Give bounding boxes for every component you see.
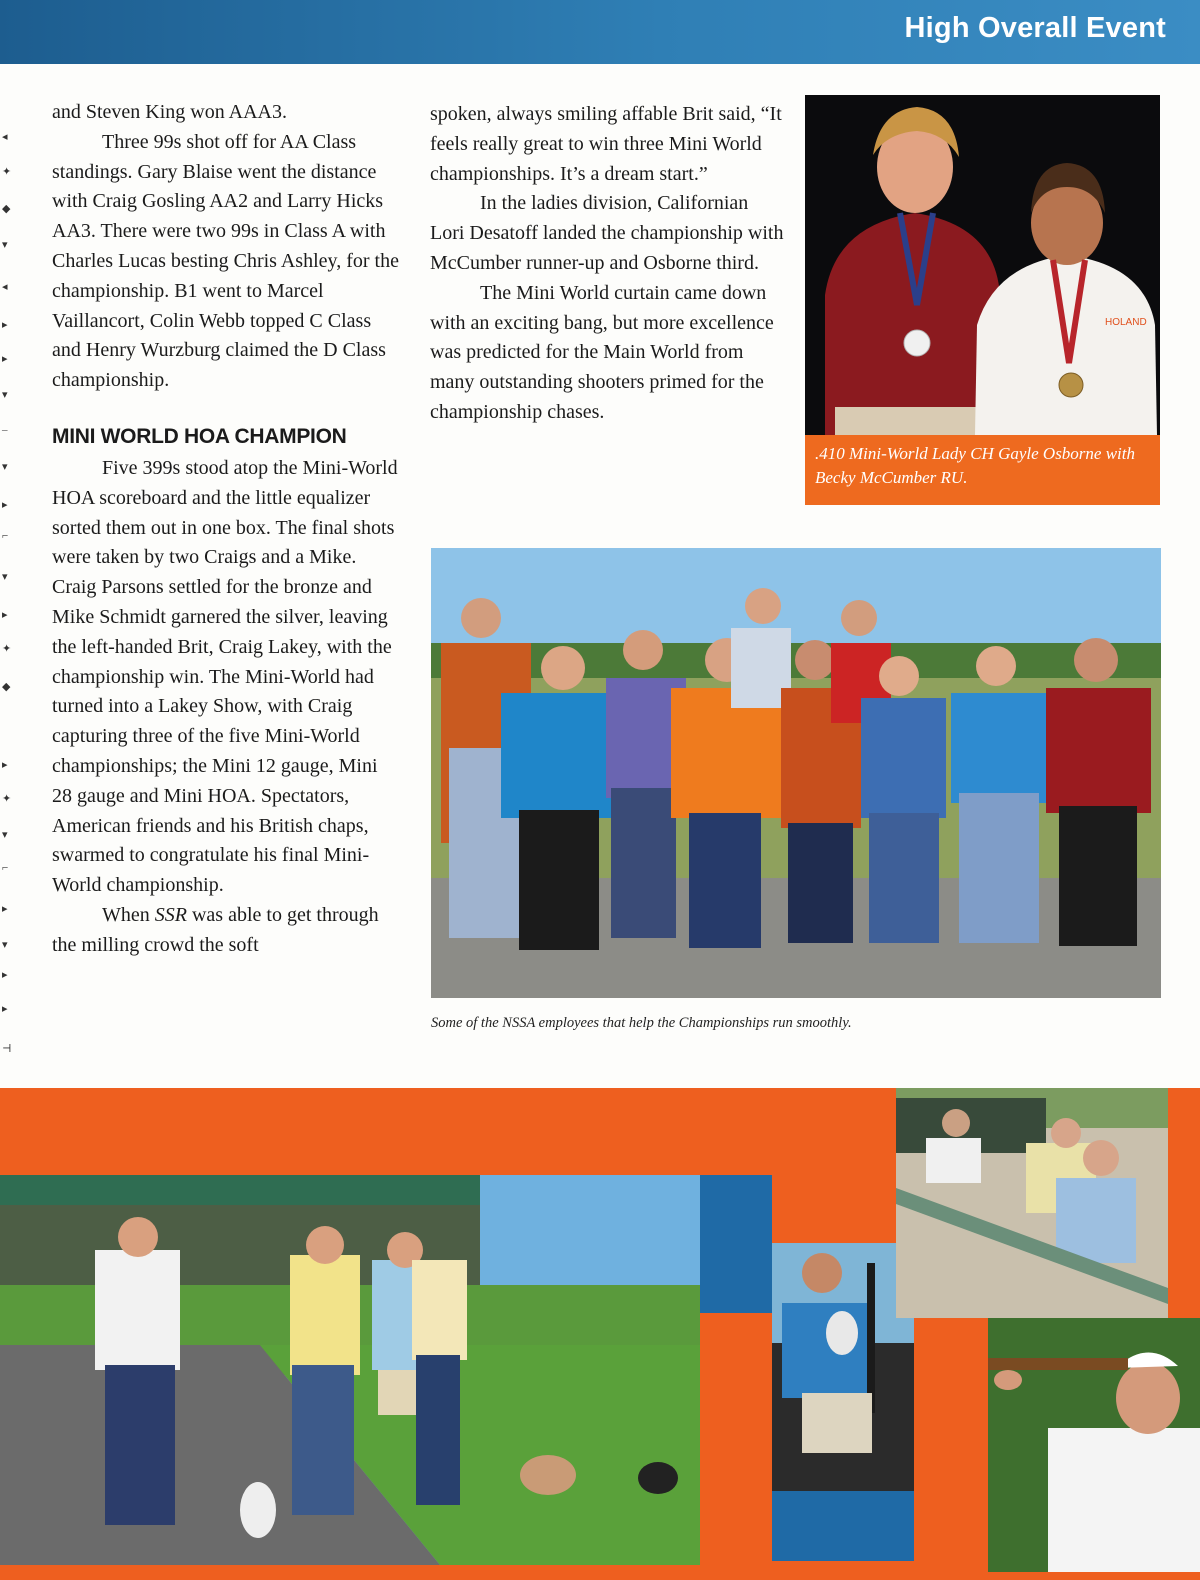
margin-marks: ◂ ✦ ◆ ▾ ◂ ▸ ▸ ▾ – ▾ ▸ ⌐ ▾ ▸ ✦ ◆ ▸ ✦ ▾ ⌐ ▸ ▾ ▸ ▸ ⊣ [2, 131, 12, 1055]
employees-caption: Some of the NSSA employees that help the Championships run smoothly. [431, 1015, 852, 1031]
paragraph: spoken, always smiling affable Brit said, “It feels really great to win three Mini World championships. It’s a dream start.” [430, 103, 782, 185]
subheading: MINI WORLD HOA CHAMPION [52, 424, 347, 448]
paragraph: Three 99s shot off for AA Class standings. Gary Blaise went the distance with Craig Gosling AA2 and Larry Hicks AA3. There were two 99s in Class A with Charles Lucas besting Chris Ashley, for the championship. B1 went to Marcel Vaillancort, Colin Webb topped C Class and Henry Wurzburg claimed the D Class championship. [52, 130, 399, 392]
paragraph: The Mini World curtain came down with an exciting bang, but more excellence was predicted for the Main World from many outstanding shooters primed for the championship chases. [430, 281, 774, 423]
shooter-with-dog-photo [772, 1243, 914, 1491]
shooter-aiming-photo [988, 1318, 1200, 1572]
paragraph: and Steven King won AAA3. [52, 101, 287, 123]
seated-spectators-photo [896, 1088, 1168, 1318]
publication-name: SSR [154, 903, 187, 926]
section-title: High Overall Event [904, 12, 1166, 44]
paragraph [52, 901, 402, 961]
text-run: When [102, 903, 155, 926]
collage-blue-block [772, 1491, 914, 1561]
svg-text:HOLAND: HOLAND [1105, 317, 1147, 328]
medalists-caption: .410 Mini-World Lady CH Gayle Osborne with Becky McCumber RU. [805, 435, 1160, 505]
paragraph: Five 399s stood atop the Mini-World HOA scoreboard and the little equalizer sorted them out in one box. The final shots were taken by two Craigs and a Mike. Craig Parsons settled for the bronze and Mike Schmidt garnered the silver, leaving the left-handed Brit, Craig Lakey, with the championship win. The Mini-World had turned into a Lakey Show, with Craig capturing three of the five Mini-World championships; the Mini 12 gauge, Mini 28 gauge and Mini HOA. Spectators, American friends and his British chaps, swarmed to congratulate his final Mini-World championship. [52, 456, 398, 897]
paragraph: In the ladies division, Californian Lori Desatoff landed the championship with McCumber runner-up and Osborne third. [430, 192, 784, 274]
section-header-bar [0, 0, 1200, 64]
employees-group-photo [431, 548, 1161, 998]
article-column-1 [52, 98, 402, 961]
collage-orange-block [1168, 1088, 1200, 1318]
spectators-with-dogs-photo [0, 1175, 700, 1565]
medalists-photo [805, 95, 1160, 435]
text-run: was able to get through the milling crowd the soft [52, 903, 379, 956]
article-column-2 [430, 100, 785, 428]
collage-blue-block [700, 1175, 772, 1313]
